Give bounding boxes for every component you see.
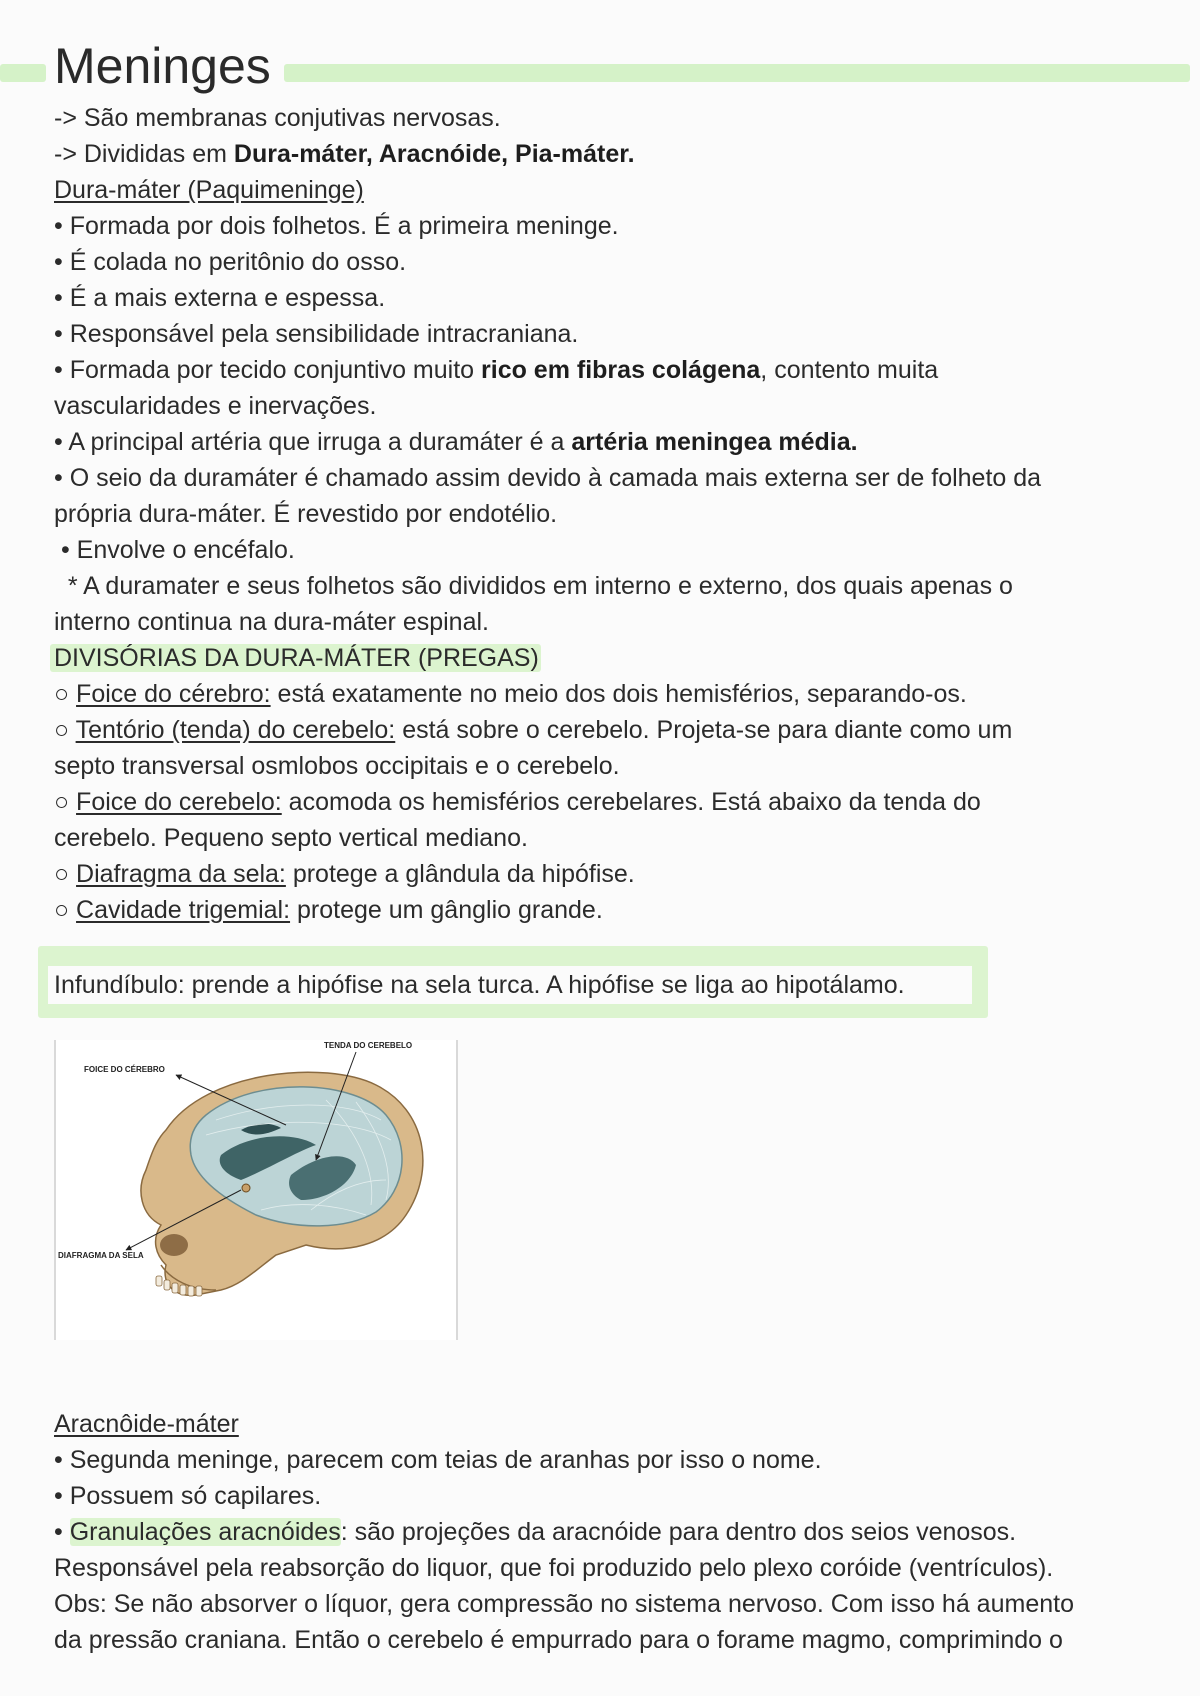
division-item-tentorio: ○ Tentório (tenda) do cerebelo: está sobre o cerebelo. Projeta-se para diante como um — [54, 716, 1013, 744]
dura-bullet-1: • Formada por dois folhetos. É a primeira meninge. — [54, 212, 619, 240]
divisions-heading: DIVISÓRIAS DA DURA-MÁTER (PREGAS) — [54, 640, 1164, 676]
division-item-tentorio-cont: septo transversal osmlobos occipitais e o cerebelo. — [54, 752, 620, 780]
aracnoide-line-5: Obs: Se não absorver o líquor, gera compressão no sistema nervoso. Com isso há aumento — [54, 1590, 1074, 1618]
orbit — [160, 1234, 188, 1256]
dura-bullet-8: • Envolve o encéfalo. — [54, 536, 295, 564]
dura-bullet-5-cont: vascularidades e inervações. — [54, 392, 377, 420]
aracnoide-section — [54, 1406, 1164, 1658]
dura-bullet-7: • O seio da duramáter é chamado assim devido à camada mais externa ser de folheto da — [54, 464, 1042, 492]
dura-bullet-3: • É a mais externa e espessa. — [54, 284, 386, 312]
aracnoide-line-4: Responsável pela reabsorção do liquor, que foi produzido pelo plexo coróide (ventrículos). — [54, 1554, 1054, 1582]
label-foice-cerebro: FOICE DO CÉREBRO — [84, 1065, 165, 1074]
dura-bullet-6: • A principal artéria que irruga a duramáter é a artéria meningea média. — [54, 428, 858, 456]
dura-bullet-5: • Formada por tecido conjuntivo muito rico em fibras colágena, contento muita — [54, 356, 939, 384]
aracnoide-bullet-1: • Segunda meninge, parecem com teias de aranhas por isso o nome. — [54, 1446, 822, 1474]
label-diafragma-sela: DIAFRAGMA DA SELA — [58, 1251, 144, 1260]
aracnoide-line-6: da pressão craniana. Então o cerebelo é empurrado para o forame magmo, comprimindo o — [54, 1626, 1063, 1654]
dura-bullet-2: • É colada no peritônio do osso. — [54, 248, 407, 276]
intro-line-2: -> Divididas em Dura-máter, Aracnóide, Pia-máter. — [54, 140, 635, 168]
aracnoide-bullet-2: • Possuem só capilares. — [54, 1482, 322, 1510]
title-highlight-right — [284, 64, 1190, 82]
dura-heading: Dura-máter (Paquimeninge) — [54, 176, 364, 204]
title-highlight-left — [0, 64, 46, 82]
dura-note-cont: interno continua na dura-máter espinal. — [54, 608, 489, 636]
callout-box — [38, 946, 988, 1018]
skull-illustration — [54, 1040, 458, 1340]
sella-turcica — [242, 1184, 250, 1192]
dura-section — [54, 100, 1164, 928]
callout-text: Infundíbulo: prende a hipófise na sela turca. A hipófise se liga ao hipotálamo. — [48, 966, 972, 1004]
aracnoide-heading: Aracnôide-máter — [54, 1410, 239, 1438]
division-item-foice-cerebro: ○ Foice do cérebro: está exatamente no meio dos dois hemisférios, separando-os. — [54, 680, 967, 708]
intro-line-1: -> São membranas conjutivas nervosas. — [54, 104, 501, 132]
label-tenda-cerebelo: TENDA DO CEREBELO — [324, 1041, 413, 1050]
dura-bullet-4: • Responsável pela sensibilidade intracraniana. — [54, 320, 579, 348]
division-item-foice-cerebelo-cont: cerebelo. Pequeno septo vertical mediano. — [54, 824, 528, 852]
dura-note: * A duramater e seus folhetos são divididos em interno e externo, dos quais apenas o — [54, 572, 1013, 600]
division-item-cavidade: ○ Cavidade trigemial: protege um gânglio grande. — [54, 896, 603, 924]
skull-drawing — [56, 1040, 456, 1340]
division-item-diafragma: ○ Diafragma da sela: protege a glândula da hipófise. — [54, 860, 635, 888]
meninges-list: Dura-máter, Aracnóide, Pia-máter. — [233, 140, 635, 168]
page-title: Meninges — [54, 38, 271, 94]
dura-bullet-7-cont: própria dura-máter. É revestido por endotélio. — [54, 500, 558, 528]
division-item-foice-cerebelo: ○ Foice do cerebelo: acomoda os hemisférios cerebelares. Está abaixo da tenda do — [54, 788, 981, 816]
aracnoide-bullet-3: • Granulações aracnóides: são projeções da aracnóide para dentro dos seios venosos. — [54, 1518, 1017, 1546]
